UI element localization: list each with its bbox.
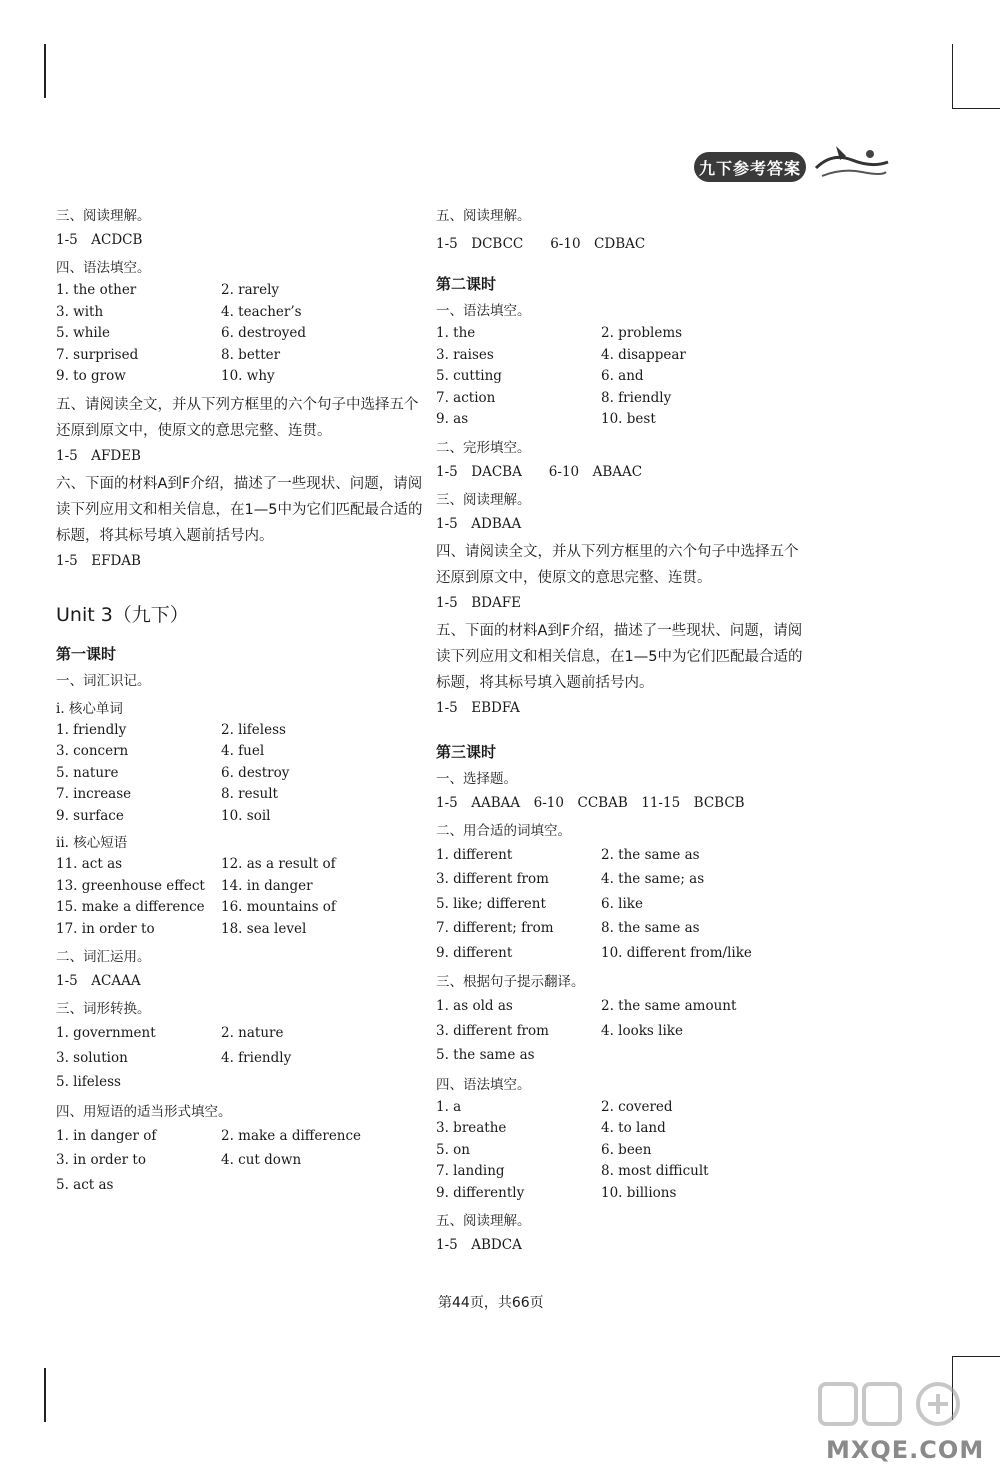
answer-item: 6. destroyed — [221, 325, 306, 341]
answer-item: 15. make a difference — [56, 899, 205, 915]
answer-item: 4. teacher’s — [221, 303, 302, 320]
answer-item: 10. different from/like — [601, 944, 752, 961]
answer-item: 9. different — [436, 944, 513, 961]
answer-item: 5. act as — [56, 1176, 114, 1193]
answer-item: 10. soil — [221, 807, 271, 824]
lesson-heading: 第一课时 — [56, 644, 117, 663]
answer-item: 7. increase — [56, 786, 132, 802]
answer-item: 17. in order to — [56, 920, 155, 937]
section-title: 四、语法填空。 — [436, 1076, 531, 1093]
answer-item: 3. different from — [436, 871, 549, 887]
answer-item: 8. result — [221, 786, 278, 802]
answer-line: 1-5 DACBA 6-10 ABAAC — [436, 463, 643, 480]
answer-line: 1-5 AABAA 6-10 CCBAB 11-15 BCBCB — [436, 794, 745, 811]
answer-line: 1-5 AFDEB — [56, 447, 141, 464]
answer-item: 3. solution — [56, 1049, 128, 1066]
answer-line: 1-5 EFDAB — [56, 552, 141, 569]
lesson-heading: 第二课时 — [436, 275, 497, 293]
pen-logo-icon — [812, 138, 890, 182]
answer-grid — [436, 843, 806, 966]
section-title: 一、语法填空。 — [436, 303, 531, 319]
section-title: 五、阅读理解。 — [436, 208, 531, 224]
answer-item: 11. act as — [56, 856, 123, 872]
answer-item: 2. nature — [221, 1025, 284, 1041]
answer-item: 5. lifeless — [56, 1074, 121, 1090]
answer-line: 1-5 BDAFE — [436, 594, 521, 611]
answer-item: 16. mountains of — [221, 899, 336, 915]
answer-item: 5. nature — [56, 764, 119, 781]
answer-item: 1. government — [56, 1025, 156, 1041]
answer-item: 13. greenhouse effect — [56, 877, 205, 894]
answer-item: 7. different; from — [436, 920, 554, 936]
crop-mark-top-right-v — [952, 44, 953, 108]
section-title: 一、选择题。 — [436, 770, 517, 787]
answer-item: 1. a — [436, 1098, 462, 1115]
left-column — [56, 205, 426, 1197]
answer-item: 8. most difficult — [601, 1163, 709, 1179]
unit-heading: Unit 3（九下） — [56, 603, 189, 626]
answer-item: 5. on — [436, 1141, 470, 1158]
lesson-heading: 第三课时 — [436, 742, 497, 761]
answer-grid — [56, 280, 426, 388]
answer-item: 1. as old as — [436, 998, 513, 1014]
answer-grid — [56, 1124, 426, 1198]
answer-item: 6. and — [601, 368, 644, 384]
answer-item: 3. different from — [436, 1022, 549, 1039]
page-number: 第44页，共66页 — [438, 1295, 544, 1311]
answer-item: 3. breathe — [436, 1120, 507, 1136]
answer-item: 6. destroy — [221, 764, 290, 781]
answer-item: 10. why — [221, 368, 275, 384]
answer-item: 2. problems — [601, 325, 683, 341]
answer-item: 4. the same; as — [601, 871, 705, 887]
answer-item: 4. fuel — [221, 743, 265, 759]
crop-mark-bottom-left — [44, 1368, 46, 1422]
answer-item: 2. rarely — [221, 282, 280, 298]
section-title: 五、下面的材料A到F介绍，描述了一些现状、问题，请阅读下列应用文和相关信息，在1—5中为它们匹配最合适的标题，将其标号填入题前括号内。 — [436, 622, 803, 691]
answer-grid — [56, 1021, 426, 1095]
answer-item: 10. billions — [601, 1184, 677, 1201]
answer-item: 3. in order to — [56, 1152, 146, 1168]
watermark-text: MXQE.COM — [826, 1436, 985, 1464]
answer-item: 6. been — [601, 1141, 652, 1158]
answer-item: 1. different — [436, 846, 513, 863]
answer-item: 1. friendly — [56, 721, 127, 738]
section-title: 三、阅读理解。 — [436, 491, 531, 508]
answer-item: 6. like — [601, 895, 643, 912]
answer-item: 9. differently — [436, 1184, 525, 1201]
right-column — [436, 205, 806, 1258]
crop-mark-top-left — [44, 44, 46, 98]
section-title: 五、请阅读全文，并从下列方框里的六个句子中选择五个还原到原文中，使原文的意思完整、连贯。 — [56, 396, 419, 439]
subsection-title: ii. 核心短语 — [56, 835, 128, 851]
answer-item: 3. concern — [56, 743, 129, 759]
section-title: 三、阅读理解。 — [56, 208, 151, 224]
answer-grid — [56, 720, 426, 828]
answer-line: 1-5 ABDCA — [436, 1237, 522, 1253]
section-title: 六、下面的材料A到F介绍，描述了一些现状、问题，请阅读下列应用文和相关信息，在1—5中为它们匹配最合适的标题，将其标号填入题前括号内。 — [56, 475, 423, 544]
answer-item: 1. the other — [56, 282, 137, 298]
answer-item: 2. covered — [601, 1098, 673, 1115]
answer-item: 3. raises — [436, 346, 494, 363]
section-title: 一、词汇识记。 — [56, 672, 151, 689]
section-title: 二、用合适的词填空。 — [436, 822, 571, 839]
answer-grid — [436, 323, 806, 431]
answer-item: 1. the — [436, 325, 476, 341]
answer-item: 8. the same as — [601, 920, 700, 936]
section-title: 四、请阅读全文，并从下列方框里的六个句子中选择五个还原到原文中，使原文的意思完整、连贯。 — [436, 543, 799, 586]
answer-grid — [436, 1097, 806, 1205]
answer-item: 7. landing — [436, 1163, 505, 1179]
answer-item: 9. to grow — [56, 368, 126, 384]
crop-mark-top-right-h — [952, 108, 1000, 109]
answer-item: 4. friendly — [221, 1049, 292, 1066]
answer-item: 7. action — [436, 389, 496, 406]
section-title: 四、语法填空。 — [56, 260, 151, 276]
answer-item: 5. the same as — [436, 1047, 535, 1063]
section-title: 三、词形转换。 — [56, 1001, 151, 1017]
answer-item: 5. cutting — [436, 368, 502, 384]
header-label: 九下参考答案 — [694, 152, 806, 182]
answer-line: 1-5 ACDCB — [56, 232, 143, 248]
answer-line: 1-5 ADBAA — [436, 515, 522, 532]
answer-line: 1-5 ACAAA — [56, 973, 141, 989]
answer-item: 12. as a result of — [221, 856, 336, 872]
answer-item: 5. like; different — [436, 895, 546, 912]
answer-item: 2. the same amount — [601, 998, 737, 1014]
answer-grid — [56, 854, 426, 940]
answer-item: 9. surface — [56, 807, 124, 824]
section-title: 二、完形填空。 — [436, 439, 531, 456]
section-title: 四、用短语的适当形式填空。 — [56, 1103, 232, 1120]
answer-item: 4. to land — [601, 1120, 666, 1136]
answer-item: 2. lifeless — [221, 721, 286, 738]
answer-item: 2. make a difference — [221, 1127, 362, 1144]
answer-item: 18. sea level — [221, 920, 307, 937]
answer-item: 7. surprised — [56, 346, 139, 363]
answer-item: 4. cut down — [221, 1152, 302, 1168]
answer-item: 8. better — [221, 346, 281, 363]
section-title: 二、词汇运用。 — [56, 949, 151, 965]
answer-item: 4. looks like — [601, 1022, 683, 1039]
answer-line: 1-5 DCBCC 6-10 CDBAC — [436, 236, 646, 252]
answer-item: 1. in danger of — [56, 1127, 157, 1144]
answer-item: 10. best — [601, 411, 656, 427]
answer-item: 9. as — [436, 411, 469, 427]
answer-item: 3. with — [56, 303, 104, 320]
crop-mark-bottom-right-h — [952, 1356, 1000, 1357]
answer-item: 4. disappear — [601, 346, 686, 363]
answer-line: 1-5 EBDFA — [436, 699, 520, 716]
section-title: 三、根据句子提示翻译。 — [436, 974, 585, 990]
answer-item: 2. the same as — [601, 846, 700, 863]
subsection-title: i. 核心单词 — [56, 700, 123, 717]
answer-grid — [436, 994, 806, 1068]
section-title: 五、阅读理解。 — [436, 1213, 531, 1229]
answer-item: 8. friendly — [601, 389, 672, 406]
answer-item: 5. while — [56, 325, 111, 341]
answer-item: 14. in danger — [221, 877, 313, 894]
